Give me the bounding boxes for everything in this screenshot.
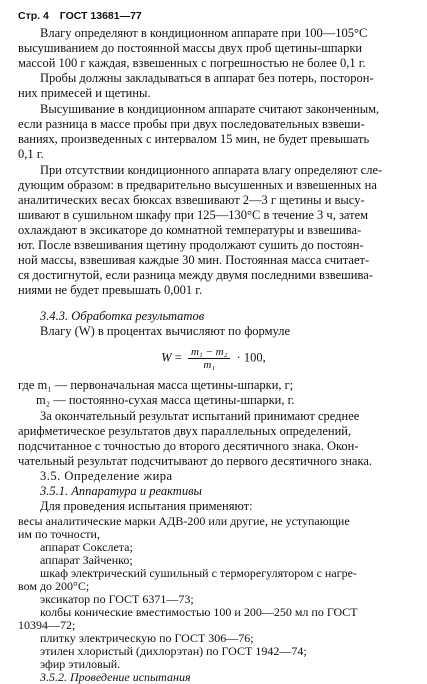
text-line: Высушивание в кондиционном аппарате считают законченным, (40, 102, 380, 116)
formula-fraction (188, 346, 230, 371)
moisture-formula (0, 346, 427, 371)
text-line: охлаждают в эксикаторе до комнатной температуры и взвешива- (18, 223, 362, 237)
text-line: дующим образом: в предварительно высушенных и взвешенных на (18, 178, 377, 192)
text-line: весы аналитические марки АДВ-200 или другие, не уступающие (18, 514, 350, 528)
formula-denominator: m₁ (203, 359, 216, 371)
text-line: Для проведения испытания применяют: (40, 499, 253, 513)
text-line: ваниях, произведенных с интервалом 15 мин, не будет превышать (18, 132, 370, 146)
text-line: вом до 200°С; (18, 579, 90, 593)
text-line: массой 100 г каждая, взвешенных с погрешностью не более 0,1 г. (18, 56, 366, 70)
section-heading: 3.5. Определение жира (40, 469, 173, 483)
page-header (18, 10, 150, 22)
text-line: шкаф электрический сушильный с терморегулятором с нагре- (40, 566, 357, 580)
text-line: арифметическое результатов двух параллельных определений, (18, 424, 352, 438)
text-line: аппарат Сокслета; (40, 540, 133, 554)
text-line: ниями не будет превышать 0,001 г. (18, 283, 203, 297)
text-line: плитку электрическую по ГОСТ 306—76; (40, 631, 254, 645)
section-heading: 3.5.2. Проведение испытания (40, 670, 191, 684)
text-line: m₂ — постоянно-сухая масса щетины-шпарки, г. (36, 393, 295, 407)
text-line: аналитических весах бюксах взвешивают 2—3 г щетины и высу- (18, 193, 365, 207)
text-line: Влагу определяют в кондиционном аппарате при 100—105°С (40, 26, 368, 40)
text-line: Пробы должны закладываться в аппарат без потерь, посторон- (40, 71, 374, 85)
page-number: Стр. 4 (18, 10, 49, 22)
text-line: чательный результат подсчитывают до первого десятичного знака. (18, 454, 372, 468)
text-line: них примесей и щетины. (18, 86, 151, 100)
text-line: При отсутствии кондиционного аппарата влагу определяют сле- (40, 163, 383, 177)
text-line: 0,1 г. (18, 147, 44, 161)
text-line: эфир этиловый. (40, 657, 121, 671)
text-line: шивают в сушильном шкафу при 125—130°С в течение 3 ч, затем (18, 208, 369, 222)
text-line: ной массы, взвешивая каждые 30 мин. Постоянная масса считает- (18, 253, 370, 267)
text-line: ют. После взвешивания щетину продолжают сушить до постоян- (18, 238, 364, 252)
text-line: ся достигнутой, если разница между двумя последними взвешива- (18, 268, 373, 282)
text-line: высушиванием до постоянной массы двух проб щетины-шпарки (18, 41, 363, 55)
text-line: если разница в массе пробы при двух последовательных взвеши- (18, 117, 365, 131)
text-line: эксикатор по ГОСТ 6371—73; (40, 592, 194, 606)
formula-equals: = (174, 350, 182, 365)
section-heading: 3.4.3. Обработка результатов (40, 309, 205, 323)
text-line: этилен хлористый (дихлорэтан) по ГОСТ 1942—74; (40, 644, 307, 658)
text-line: За окончательный результат испытаний принимают среднее (40, 409, 360, 423)
formula-tail: · 100, (236, 350, 266, 365)
section-heading: 3.5.1. Аппаратура и реактивы (40, 484, 202, 498)
text-line: им по точности, (18, 527, 100, 541)
text-line: Влагу (W) в процентах вычисляют по формуле (40, 324, 290, 338)
text-line: аппарат Зайченко; (40, 553, 133, 567)
text-line: где m₁ — первоначальная масса щетины-шпарки, г; (18, 378, 294, 392)
standard-number: ГОСТ 13681—77 (59, 10, 142, 22)
formula-lhs: W (161, 350, 172, 365)
text-line: 10394—72; (18, 618, 76, 632)
formula-numerator: m₁ − m₂ (188, 346, 230, 359)
text-line: колбы конические вместимостью 100 и 200—250 мл по ГОСТ (40, 605, 358, 619)
text-line: подсчитанное с точностью до второго десятичного знака. Окон- (18, 439, 359, 453)
